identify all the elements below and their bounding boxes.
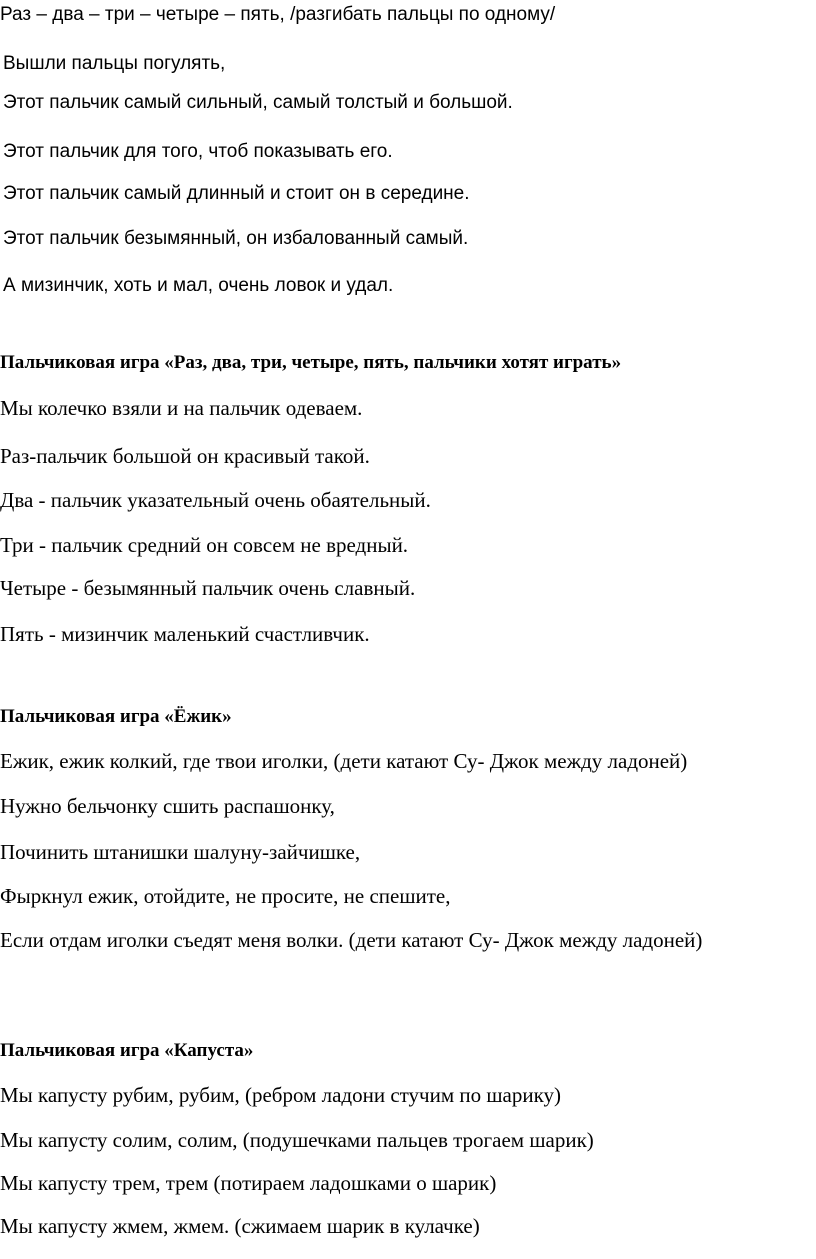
- intro-line: Раз – два – три – четыре – пять, /разгибать пальцы по одному/: [0, 4, 556, 25]
- verse-line: Если отдам иголки съедят меня волки. (дети катают Су- Джок между ладоней): [0, 928, 703, 952]
- intro-line: Этот пальчик самый сильный, самый толстый и большой.: [3, 92, 513, 113]
- intro-line: Вышли пальцы погулять,: [3, 53, 226, 74]
- section-heading: Пальчиковая игра «Раз, два, три, четыре, пять, пальчики хотят играть»: [0, 352, 622, 373]
- intro-line: Этот пальчик безымянный, он избалованный самый.: [3, 228, 469, 249]
- verse-line: Четыре - безымянный пальчик очень славный.: [0, 576, 416, 600]
- verse-line: Мы капусту жмем, жмем. (сжимаем шарик в кулачке): [0, 1214, 480, 1238]
- verse-line: Ежик, ежик колкий, где твои иголки, (дети катают Су- Джок между ладоней): [0, 749, 688, 773]
- verse-line: Мы колечко взяли и на пальчик одеваем.: [0, 396, 363, 420]
- intro-line: Этот пальчик для того, чтоб показывать его.: [3, 141, 393, 162]
- verse-line: Нужно бельчонку сшить распашонку,: [0, 794, 335, 818]
- verse-line: Мы капусту трем, трем (потираем ладошками о шарик): [0, 1171, 497, 1195]
- section-heading: Пальчиковая игра «Ёжик»: [0, 706, 232, 727]
- verse-line: Мы капусту рубим, рубим, (ребром ладони стучим по шарику): [0, 1083, 562, 1107]
- verse-line: Пять - мизинчик маленький счастливчик.: [0, 622, 370, 646]
- verse-line: Мы капусту солим, солим, (подушечками пальцев трогаем шарик): [0, 1128, 594, 1152]
- intro-line: А мизинчик, хоть и мал, очень ловок и удал.: [3, 275, 394, 296]
- verse-line: Три - пальчик средний он совсем не вредный.: [0, 533, 409, 557]
- verse-line: Фыркнул ежик, отойдите, не просите, не спешите,: [0, 884, 451, 908]
- verse-line: Раз-пальчик большой он красивый такой.: [0, 444, 370, 468]
- verse-line: Два - пальчик указательный очень обаятельный.: [0, 488, 431, 512]
- verse-line: Починить штанишки шалуну-зайчишке,: [0, 840, 361, 864]
- section-heading: Пальчиковая игра «Капуста»: [0, 1040, 254, 1061]
- intro-line: Этот пальчик самый длинный и стоит он в середине.: [3, 183, 470, 204]
